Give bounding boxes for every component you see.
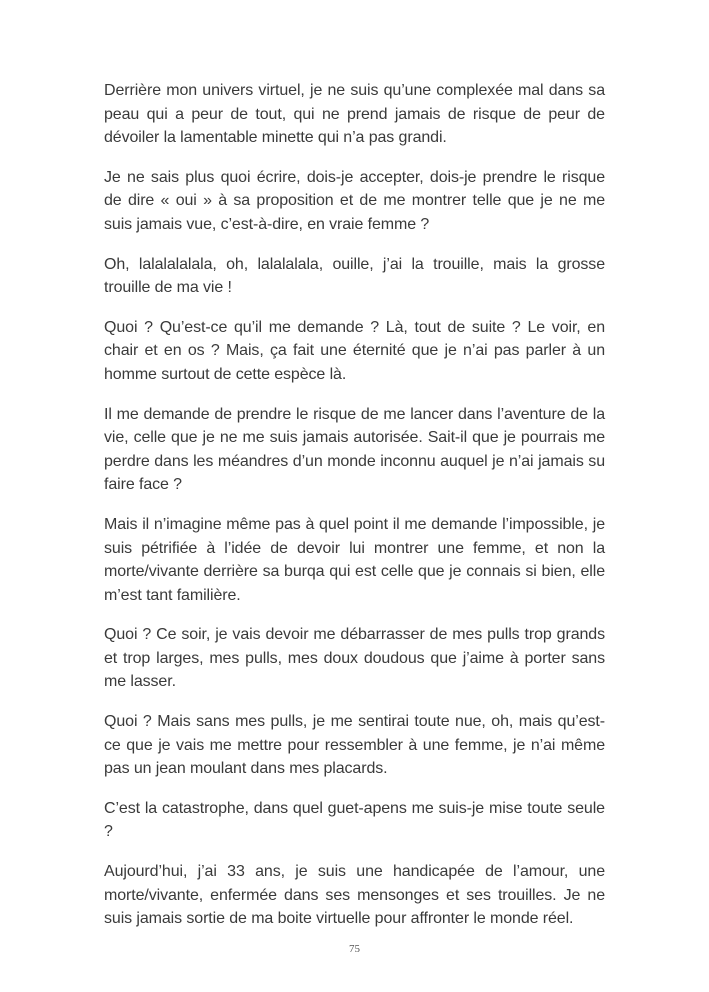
paragraph: Je ne sais plus quoi écrire, dois-je accepter, dois-je prendre le risque de dire « oui » à sa proposition et de me montrer telle que je ne me suis jamais vue, c’est-à-dire, en vraie femme ? xyxy=(104,168,605,233)
page-body xyxy=(104,79,605,947)
paragraph: Quoi ? Ce soir, je vais devoir me débarrasser de mes pulls trop grands et trop larges, mes pulls, mes doux doudous que j’aime à porter sans me lasser. xyxy=(104,626,605,691)
paragraph: Aujourd’hui, j’ai 33 ans, je suis une handicapée de l’amour, une morte/vivante, enfermée dans ses mensonges et ses trouilles. Je ne suis jamais sortie de ma boite virtuelle pour affronter le monde réel. xyxy=(104,863,605,928)
paragraph: Il me demande de prendre le risque de me lancer dans l’aventure de la vie, celle que je ne me suis jamais autorisée. Sait-il que je pourrais me perdre dans les méandres d’un monde inconnu auquel je n’ai jamais su faire face ? xyxy=(104,405,605,494)
page-number: 75 xyxy=(349,943,360,955)
paragraph: C’est la catastrophe, dans quel guet-apens me suis-je mise toute seule ? xyxy=(104,799,605,841)
paragraph: Quoi ? Mais sans mes pulls, je me sentirai toute nue, oh, mais qu’est-ce que je vais me mettre pour ressembler à une femme, je n’ai même pas un jean moulant dans mes placards. xyxy=(104,713,605,778)
paragraph: Derrière mon univers virtuel, je ne suis qu’une complexée mal dans sa peau qui a peur de tout, qui ne prend jamais de risque de peur de dévoiler la lamentable minette qui n’a pas grandi. xyxy=(104,82,605,147)
paragraph: Mais il n’imagine même pas à quel point il me demande l’impossible, je suis pétrifiée à l’idée de devoir lui montrer une femme, et non la morte/vivante derrière sa burqa qui est celle que je connais si bien, elle m’est tant familière. xyxy=(104,515,605,604)
paragraph: Quoi ? Qu’est-ce qu’il me demande ? Là, tout de suite ? Le voir, en chair et en os ? Mais, ça fait une éternité que je n’ai pas parler à un homme surtout de cette espèce là. xyxy=(104,318,605,383)
paragraph: Oh, lalalalalala, oh, lalalalala, ouille, j’ai la trouille, mais la grosse trouille de ma vie ! xyxy=(104,255,605,297)
